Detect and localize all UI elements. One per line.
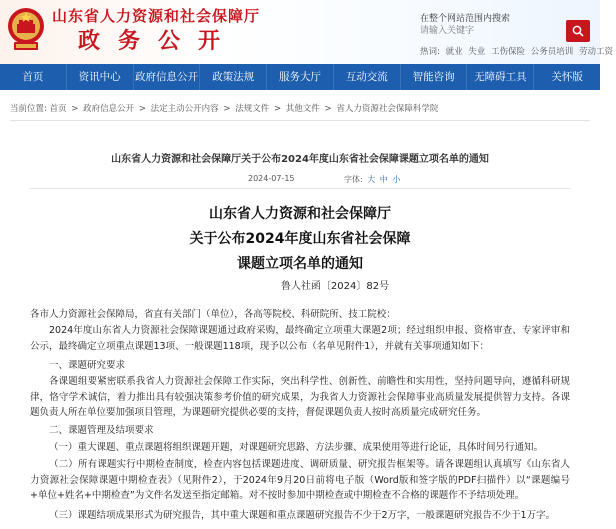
- divider: [10, 120, 590, 121]
- breadcrumb-item[interactable]: 省人力资源社会保障科学院: [336, 104, 439, 114]
- breadcrumb-separator: >: [324, 104, 332, 114]
- nav-smart-consult[interactable]: 智能咨询: [400, 64, 467, 90]
- article-title: 山东省人力资源和社会保障厅关于公布2024年度山东省社会保障课题立项名单的通知: [111, 154, 489, 165]
- breadcrumb-item[interactable]: 政府信息公开: [83, 104, 135, 114]
- body-paragraph: 2024年度山东省人力资源社会保障课题通过政府采购，最终确定立项重大课题2项；经过组织申报、资格审查、专家评审和公示，最终确定立项重点课题13项、一般课题118项，现予以公布（名单见附件1），并就有关事项通知如下：: [30, 325, 570, 352]
- breadcrumb-item[interactable]: 法定主动公开内容: [150, 104, 219, 114]
- font-size-label: 字体:: [344, 175, 363, 184]
- nav-home[interactable]: 首页: [22, 71, 44, 83]
- nav-news[interactable]: 资讯中心: [66, 64, 133, 90]
- body-paragraph: （二）所有课题实行中期检查制度，检查内容包括课题进度、调研质量、研究报告框架等。请各课题组认真填写《山东省人力资源社会保障课题中期检查表》（见附件2），于2024年9月20日前将电子版（Word版和签字版的PDF扫描件）以“课题编号+单位+姓名+中期检查”为文件名发送至指定邮箱。对不按时参加中期检查或中期检查不合格的课题作不予结项处理。: [30, 459, 570, 501]
- breadcrumb-separator: >: [138, 104, 146, 114]
- hot-words-label: 热词:: [420, 47, 440, 57]
- hot-word[interactable]: 就业: [445, 47, 463, 57]
- breadcrumb-item[interactable]: 其他文件: [285, 104, 320, 114]
- search-icon: [572, 25, 584, 37]
- site-header: [0, 0, 613, 64]
- breadcrumb-item[interactable]: 首页: [49, 104, 67, 114]
- search-scope-label: 在整个网站范围内搜索: [420, 14, 511, 24]
- font-size-large[interactable]: 大: [367, 175, 376, 184]
- main-nav: [0, 64, 600, 90]
- font-size-medium[interactable]: 中: [379, 175, 388, 184]
- publish-date: 2024-07-15: [248, 174, 295, 183]
- doc-heading-line2: 关于公布2024年度山东省社会保障: [189, 231, 411, 247]
- site-title: 政务公开: [78, 29, 239, 54]
- hot-word[interactable]: 劳动工资: [578, 47, 613, 57]
- breadcrumb-item[interactable]: 法规文件: [235, 104, 270, 114]
- doc-heading-line3: 课题立项名单的通知: [237, 256, 363, 272]
- hot-word[interactable]: 工伤保险: [491, 47, 526, 57]
- font-size-small[interactable]: 小: [392, 175, 401, 184]
- hot-word[interactable]: 公务员培训: [530, 47, 574, 57]
- nav-service[interactable]: 服务大厅: [266, 64, 333, 90]
- salutation: 各市人力资源社会保障局，省直有关部门（单位），各高等院校、科研院所、技工院校：: [30, 309, 396, 320]
- nav-care-mode[interactable]: 关怀版: [533, 64, 600, 90]
- nav-accessibility[interactable]: 无障碍工具: [466, 64, 533, 90]
- font-size-switcher: [344, 174, 400, 185]
- org-name: 山东省人力资源和社会保障厅: [52, 7, 261, 25]
- body-paragraph: 各课题组要紧密联系我省人力资源社会保障工作实际，突出科学性、创新性、前瞻性和实用性，坚持问题导向，遵循科研规律，恪守学术诚信，着力推出具有较强决策参考价值的研究成果，为我省人力资源社会保障事业高质量发展提供智力支持。各课题负责人所在单位要加强项目管理，为课题研究提供必要的支持，督促课题负责人按时高质量完成研究任务。: [30, 376, 570, 418]
- breadcrumb: [10, 102, 438, 114]
- breadcrumb-separator: >: [223, 104, 231, 114]
- breadcrumb-prefix: 当前位置:: [10, 104, 47, 114]
- body-paragraph: （三）课题结项成果形式为研究报告，其中重大课题和重点课题研究报告不少于2万字，一般课题研究报告不少于1万字。: [49, 510, 556, 521]
- body-paragraph: （一）重大课题、重点课题将组织课题开题，对课题研究思路、方法步骤、成果使用等进行论证，具体时间另行通知。: [49, 442, 544, 453]
- nav-gov-info[interactable]: 政府信息公开: [133, 64, 200, 90]
- nav-interaction[interactable]: 互动交流: [333, 64, 400, 90]
- section-heading: 一、课题研究要求: [49, 360, 126, 371]
- nav-policy[interactable]: 政策法规: [199, 64, 266, 90]
- hot-word[interactable]: 失业: [468, 47, 486, 57]
- doc-heading-line1: 山东省人力资源和社会保障厅: [209, 206, 391, 222]
- national-emblem-icon: [6, 6, 46, 52]
- breadcrumb-separator: >: [71, 104, 79, 114]
- divider: [30, 188, 570, 189]
- doc-number: 鲁人社函〔2024〕82号: [280, 281, 390, 292]
- search-input[interactable]: [420, 24, 558, 38]
- search-button[interactable]: [566, 20, 590, 42]
- section-heading: 二、课题管理及结项要求: [49, 425, 154, 436]
- breadcrumb-separator: >: [273, 104, 282, 114]
- hot-words: [420, 45, 613, 57]
